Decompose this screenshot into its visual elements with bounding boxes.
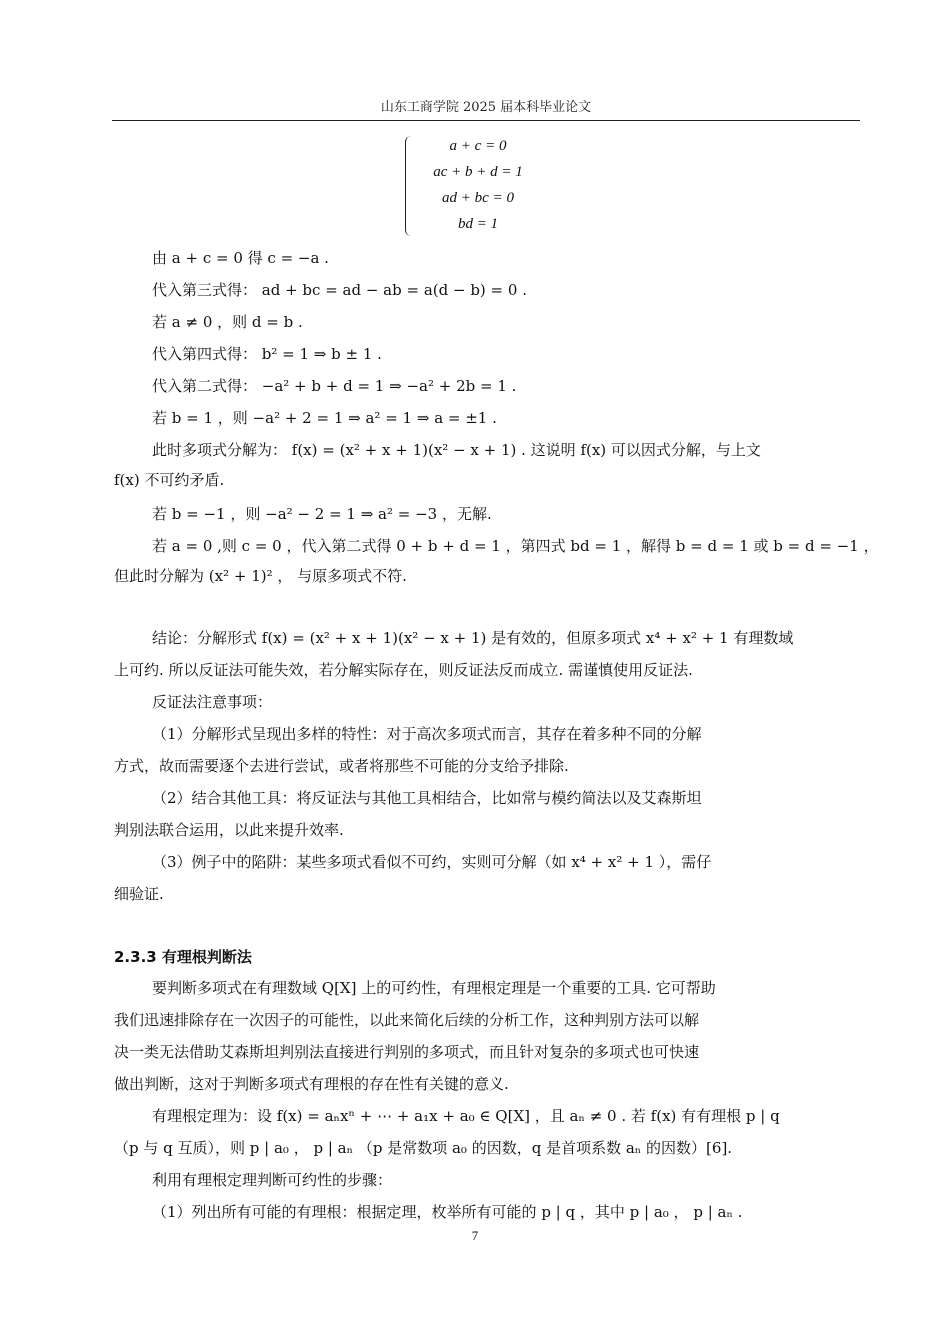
- text-line: 方式，故而需要逐个去进行尝试，或者将那些不可能的分支给予排除.: [114, 757, 569, 775]
- text-line: 结论：分解形式 f(x) = (x² + x + 1)(x² − x + 1) 是有效的，但原多项式 x⁴ + x² + 1 有理数域: [152, 629, 794, 647]
- text-line: 我们迅速排除存在一次因子的可能性，以此来简化后续的分析工作，这种判别方法可以解: [114, 1011, 700, 1029]
- left-brace-icon: [405, 136, 412, 236]
- text-line: 若 b = 1 ，则 −a² + 2 = 1 ⇒ a² = 1 ⇒ a = ±1 .: [152, 409, 497, 427]
- text-line: 若 b = −1 ，则 −a² − 2 = 1 ⇒ a² = −3 ，无解.: [152, 505, 492, 523]
- text-line: 细验证.: [114, 885, 164, 903]
- system-equation: bd = 1: [457, 216, 499, 232]
- text-line: 代入第三式得： ad + bc = ad − ab = a(d − b) = 0 .: [152, 281, 527, 299]
- text-line: （1）列出所有可能的有理根：根据定理，枚举所有可能的 p | q ，其中 p | a₀ ， p | aₙ .: [152, 1203, 743, 1221]
- text-line: 代入第二式得： −a² + b + d = 1 ⇒ −a² + 2b = 1 .: [152, 377, 517, 395]
- text-line: 反证法注意事项：: [152, 693, 273, 711]
- section-title: 2.3.3 有理根判断法: [114, 948, 252, 966]
- text-line: 若 a ≠ 0 ，则 d = b .: [152, 313, 303, 331]
- page-header: 山东工商学院 2025 届本科毕业论文: [112, 96, 860, 121]
- text-line: （1）分解形式呈现出多样的特性：对于高次多项式而言，其存在着多种不同的分解: [152, 725, 702, 743]
- text-line: 代入第四式得： b² = 1 ⇒ b ± 1 .: [152, 345, 382, 363]
- equation-system: [405, 136, 545, 240]
- system-equation: ac + b + d = 1: [433, 164, 523, 180]
- text-line: 做出判断，这对于判断多项式有理根的存在性有关键的意义.: [114, 1075, 509, 1093]
- text-line: 若 a = 0 ,则 c = 0 ，代入第二式得 0 + b + d = 1 ，第四式 bd = 1 ，解得 b = d = 1 或 b = d = −1 ，: [152, 537, 879, 555]
- text-line: 判别法联合运用，以此来提升效率.: [114, 821, 344, 839]
- system-equation: a + c = 0: [449, 138, 507, 154]
- text-line: （p 与 q 互质），则 p | a₀ ， p | aₙ （p 是常数项 a₀ 的因数，q 是首项系数 aₙ 的因数）[6].: [114, 1139, 733, 1157]
- system-equation: ad + bc = 0: [442, 190, 514, 206]
- text-line: （2）结合其他工具：将反证法与其他工具相结合，比如常与模约简法以及艾森斯坦: [152, 789, 702, 807]
- text-line: （3）例子中的陷阱：某些多项式看似不可约，实则可分解（如 x⁴ + x² + 1 ），需仔: [152, 853, 712, 871]
- text-line: 决一类无法借助艾森斯坦判别法直接进行判别的多项式，而且针对复杂的多项式也可快速: [114, 1043, 700, 1061]
- text-line: 但此时分解为 (x² + 1)² ， 与原多项式不符.: [114, 567, 407, 585]
- text-line: 此时多项式分解为： f(x) = (x² + x + 1)(x² − x + 1) . 这说明 f(x) 可以因式分解，与上文: [152, 441, 761, 459]
- text-line: 利用有理根定理判断可约性的步骤：: [152, 1171, 393, 1189]
- text-line: 上可约. 所以反证法可能失效，若分解实际存在，则反证法反而成立. 需谨慎使用反证法.: [114, 661, 693, 679]
- page-number: 7: [471, 1228, 479, 1243]
- text-line: 要判断多项式在有理数域 Q[X] 上的可约性，有理根定理是一个重要的工具. 它可帮助: [152, 979, 716, 997]
- text-line: f(x) 不可约矛盾.: [114, 471, 225, 489]
- text-line: 有理根定理为：设 f(x) = aₙxⁿ + ⋯ + a₁x + a₀ ∈ Q[X] ，且 aₙ ≠ 0 . 若 f(x) 有有理根 p | q: [152, 1107, 780, 1125]
- text-line: 由 a + c = 0 得 c = −a .: [152, 249, 329, 267]
